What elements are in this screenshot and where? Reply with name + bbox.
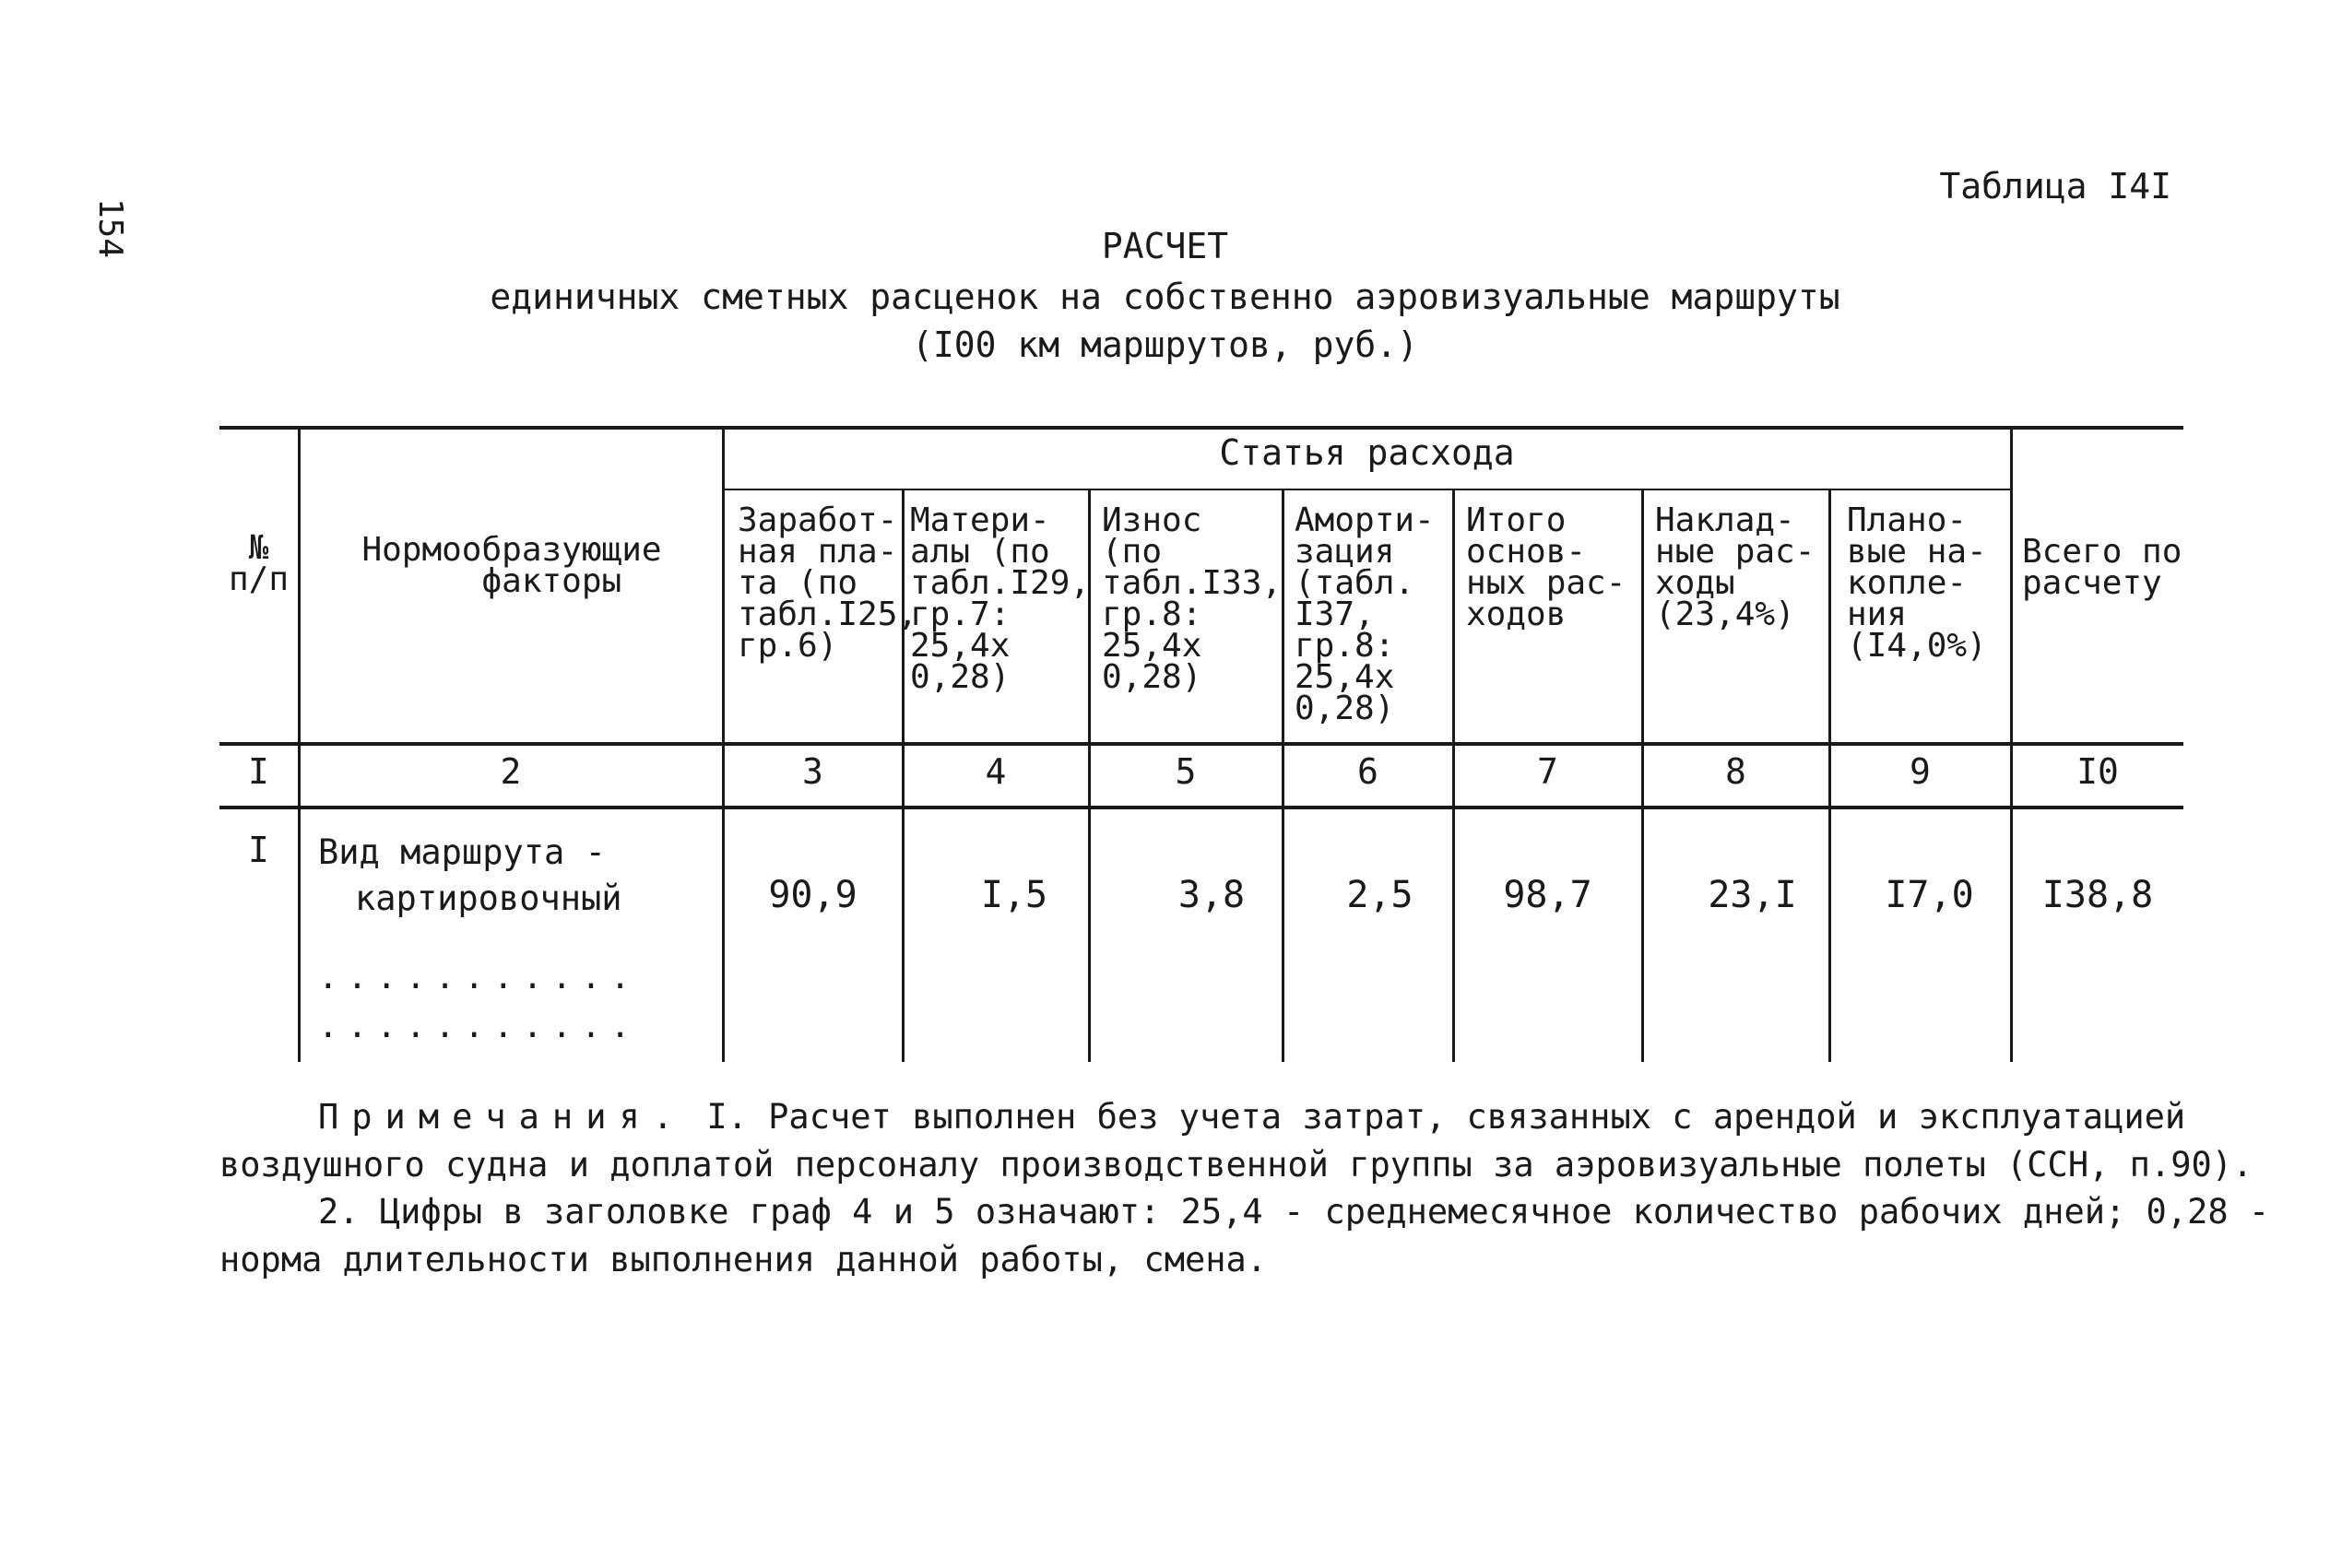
header-col5: Износ (по табл.I33, гр.8: 25,4х 0,28) <box>1102 501 1283 696</box>
page-number: 154 <box>91 198 129 259</box>
table-top-rule <box>219 426 2183 430</box>
column-number: I0 <box>2076 751 2119 792</box>
notes-item-1: I. Расчет выполнен без учета затрат, связанных с арендой и эксплуатацией <box>686 1097 2186 1137</box>
doc-subtitle-units: (I00 км маршрутов, руб.) <box>911 324 1419 365</box>
cell-value: 23,I <box>1708 874 1797 916</box>
table-label: Таблица I4I <box>1939 166 2171 206</box>
cell-value: I7,0 <box>1885 874 1974 916</box>
header-col8: Наклад- ные рас- ходы (23,4%) <box>1655 501 1816 633</box>
column-number: 2 <box>500 751 522 792</box>
cell-value: I,5 <box>980 874 1048 916</box>
cell-value: 2,5 <box>1346 874 1413 916</box>
header-col7: Итого основ- ных рас- ходов <box>1466 501 1626 633</box>
cell-value: 98,7 <box>1503 874 1592 916</box>
header-col9: Плано- вые на- копле- ния (I4,0%) <box>1847 501 1987 665</box>
notes-line-3: 2. Цифры в заголовке граф 4 и 5 означают: 25,4 - среднемесячное количество рабочих дней; 0,28 - <box>318 1192 2270 1232</box>
ellipsis-row: ........... <box>318 959 640 996</box>
cell-value: I38,8 <box>2041 874 2154 916</box>
col-divider <box>722 426 725 1062</box>
column-number: 6 <box>1357 751 1378 792</box>
column-number: 8 <box>1725 751 1746 792</box>
factor-label: Вид маршрута - <box>318 832 606 872</box>
header-group-expense: Статья расхода <box>1219 432 1515 473</box>
doc-title: РАСЧЕТ <box>1101 226 1229 266</box>
cell-value: 90,9 <box>768 874 857 916</box>
header-bottom-rule <box>219 742 2183 746</box>
header-col4: Матери- алы (по табл.I29, гр.7: 25,4х 0,28) <box>910 501 1091 696</box>
column-number: 9 <box>1910 751 1931 792</box>
header-col10: Всего по расчету <box>2022 533 2182 602</box>
header-col-factors: Нормообразующие факторы <box>361 531 662 600</box>
header-col6: Аморти- зация (табл. I37, гр.8: 25,4х 0,28) <box>1295 501 1435 727</box>
col-divider <box>2010 426 2013 1062</box>
column-number: 4 <box>985 751 1007 792</box>
notes-line-4: норма длительности выполнения данной работы, смена. <box>219 1240 1268 1279</box>
ellipsis-row: ........... <box>318 1008 640 1045</box>
column-number: 5 <box>1175 751 1197 792</box>
header-col3: Заработ- ная пла- та (по табл.I25, гр.6) <box>738 501 918 665</box>
header-col-num: № п/п <box>228 529 290 598</box>
cell-value: 3,8 <box>1177 874 1246 916</box>
notes-line-1 <box>318 1097 2185 1137</box>
factor-label-continued: картировочный <box>355 878 622 918</box>
notes-line-2: воздушного судна и доплатой персоналу производственной группы за аэровизуальные полеты (ССН, п.90). <box>219 1145 2253 1185</box>
numbers-bottom-rule <box>219 806 2183 809</box>
column-number: 3 <box>802 751 823 792</box>
doc-subtitle: единичных сметных расценок на собственно аэровизуальные маршруты <box>490 277 1840 317</box>
notes-heading: Примечания. <box>318 1097 687 1137</box>
column-number: I <box>248 751 269 792</box>
row-number: I <box>248 830 269 870</box>
group-rule <box>724 489 2013 490</box>
col-divider <box>298 426 301 1062</box>
column-number: 7 <box>1537 751 1558 792</box>
